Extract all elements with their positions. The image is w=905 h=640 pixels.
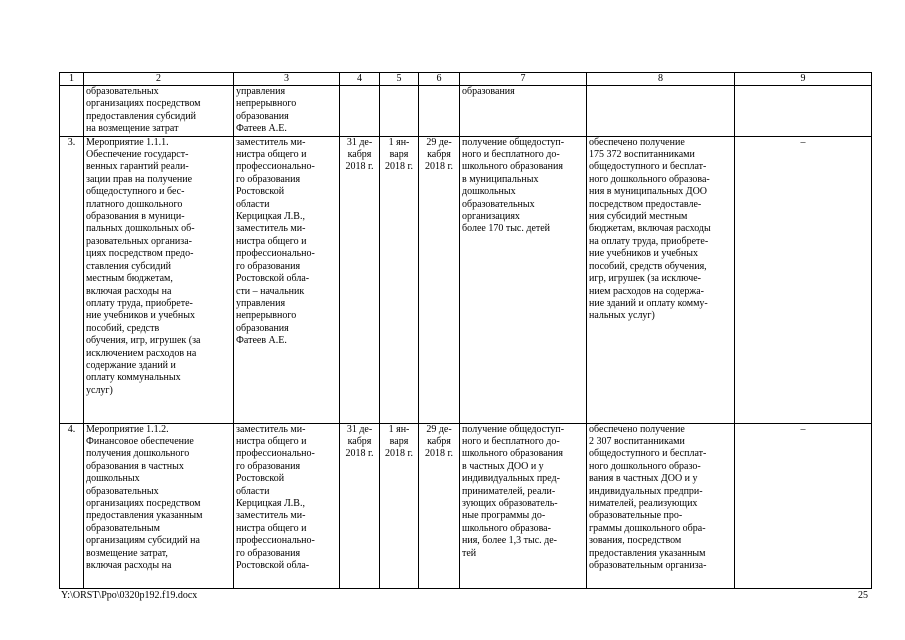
text-line: местным бюджетам, [86, 273, 173, 285]
page-number: 25 [858, 590, 868, 601]
text-line: включая расходы на [86, 560, 172, 572]
text-line: граммы дошкольного обра- [589, 522, 706, 534]
text-line: кабря [347, 149, 372, 161]
text-line: общедоступного и бесплат- [589, 448, 707, 460]
planned-result-cell [460, 136, 587, 423]
reasons-cell: – [735, 423, 872, 588]
text-line: получения дошкольного [86, 448, 190, 460]
text-line: 2018 г. [345, 448, 374, 460]
text-line: 1 ян- [388, 423, 410, 435]
text-line: предоставления указанным [589, 547, 706, 559]
text-line: предоставления субсидий [86, 110, 197, 122]
text-line: предоставления указанным [86, 510, 203, 522]
text-line: 31 де- [346, 423, 373, 435]
text-line: получение общедоступ- [462, 423, 565, 435]
text-line: образования [236, 110, 289, 122]
text-line: го образования [236, 547, 301, 559]
actual-result-cell [587, 86, 735, 137]
text-line: управления [236, 297, 286, 309]
column-number: 4 [340, 73, 380, 86]
text-line: 175 372 воспитанниками [589, 149, 695, 161]
text-line: области [236, 198, 270, 210]
text-line: профессионально- [236, 161, 315, 173]
text-line: Мероприятие 1.1.2. [86, 423, 169, 435]
text-line: образования [236, 322, 289, 334]
text-line: услуг) [86, 384, 113, 396]
actual-start-date-cell [380, 423, 419, 588]
text-line: организациях [462, 211, 520, 223]
text-line: организациях посредством [86, 98, 201, 110]
text-line: варя [389, 149, 409, 161]
text-line: исключением расходов на [86, 347, 197, 359]
text-line: кабря [347, 436, 372, 448]
text-line: заместитель ми- [236, 423, 306, 435]
text-line: 1 ян- [388, 136, 410, 148]
text-line: обеспечено получение [589, 423, 685, 435]
text-line: нимателей, реализующих [589, 498, 698, 510]
event-description-cell [84, 136, 234, 423]
text-line: управления [236, 86, 286, 97]
text-line: ние учебников и учебных [589, 248, 698, 260]
text-line: ного дошкольного образо- [589, 460, 701, 472]
text-line: го образования [236, 260, 301, 272]
table-row [60, 136, 872, 423]
text-line: венных гарантий реали- [86, 161, 189, 173]
text-line: 31 де- [346, 136, 373, 148]
text-line: пособий, средств обучения, [589, 260, 707, 272]
text-line: Мероприятие 1.1.1. [86, 136, 169, 148]
column-number: 1 [60, 73, 84, 86]
text-line: циях посредством предо- [86, 248, 194, 260]
text-line: Ростовской [236, 186, 285, 198]
text-line: кабря [427, 149, 451, 161]
text-line: принимателей, реали- [462, 485, 556, 497]
text-line: в частных ДОО и у [462, 460, 544, 472]
text-line: пособий, средств [86, 322, 160, 334]
text-line: Керцицкая Л.В., [236, 498, 305, 510]
text-line: профессионально- [236, 535, 315, 547]
text-line: индивидуальных предпри- [589, 485, 703, 497]
text-line: тей [462, 547, 477, 559]
text-line: Финансовое обеспечение [86, 436, 194, 448]
text-line: Ростовской обла- [236, 273, 310, 285]
text-line: зующих образователь- [462, 498, 558, 510]
text-line: школьного образова- [462, 522, 551, 534]
text-line: непрерывного [236, 310, 297, 322]
file-path: Y:\ORST\Ppo\0320p192.f19.docx [61, 590, 198, 601]
row-number: 3. [60, 136, 84, 423]
text-line: общедоступного и бес- [86, 186, 185, 198]
text-line: варя [389, 436, 409, 448]
text-line: получение общедоступ- [462, 136, 565, 148]
text-line: образования [462, 86, 515, 97]
text-line: школьного образования [462, 448, 563, 460]
actual-result-cell [587, 136, 735, 423]
text-line: ного и бесплатного до- [462, 436, 560, 448]
column-number-row [60, 73, 872, 86]
text-line: ного дошкольного образова- [589, 173, 710, 185]
responsible-cell [234, 86, 340, 137]
text-line: оплату коммунальных [86, 372, 181, 384]
column-number: 6 [419, 73, 460, 86]
planned-end-date-cell [340, 86, 380, 137]
text-line: 2 307 воспитанниками [589, 436, 685, 448]
text-line: включая расходы на [86, 285, 172, 297]
text-line: 2018 г. [425, 448, 453, 460]
text-line: го образования [236, 173, 301, 185]
text-line: профессионально- [236, 248, 315, 260]
text-line: содержание зданий и [86, 359, 176, 371]
text-line: организациях посредством [86, 498, 201, 510]
text-line: возмещение затрат, [86, 547, 168, 559]
planned-end-date-cell [340, 136, 380, 423]
text-line: образовательные про- [589, 510, 683, 522]
text-line: в муниципальных [462, 173, 539, 185]
text-line: образования в частных [86, 460, 184, 472]
text-line: 2018 г. [385, 448, 413, 460]
text-line: нистра общего и [236, 149, 307, 161]
text-line: образовательных [86, 86, 159, 97]
text-line: нистра общего и [236, 522, 307, 534]
text-line: 29 де- [426, 136, 452, 148]
text-line: нистра общего и [236, 436, 307, 448]
text-line: Фатеев А.Е. [236, 335, 287, 347]
planned-result-cell [460, 423, 587, 588]
actual-start-date-cell [380, 86, 419, 137]
text-line: сти – начальник [236, 285, 305, 297]
text-line: организациям субсидий на [86, 535, 200, 547]
text-line: зования, посредством [589, 535, 682, 547]
text-line: го образования [236, 460, 301, 472]
text-line: индивидуальных пред- [462, 473, 560, 485]
text-line: общедоступного и бесплат- [589, 161, 707, 173]
text-line: ставления субсидий [86, 260, 172, 272]
text-line: заместитель ми- [236, 223, 306, 235]
text-line: Обеспечение государст- [86, 149, 189, 161]
text-line: кабря [427, 436, 451, 448]
text-line: области [236, 485, 270, 497]
planned-result-cell [460, 86, 587, 137]
text-line: обеспечено получение [589, 136, 685, 148]
planned-end-date-cell [340, 423, 380, 588]
row-number-cell [60, 86, 84, 137]
text-line: образовательным [86, 522, 160, 534]
text-line: бюджетам, включая расходы [589, 223, 711, 235]
table-row-continued [60, 86, 872, 137]
text-line: оплату труда, приобрете- [86, 297, 193, 309]
text-line: ние учебников и учебных [86, 310, 195, 322]
text-line: нистра общего и [236, 235, 307, 247]
text-line: игр, игрушек (за исключе- [589, 273, 702, 285]
text-line: Фатеев А.Е. [236, 123, 287, 135]
text-line: образовательных [86, 485, 159, 497]
text-line: 2018 г. [425, 161, 453, 173]
text-line: ные программы до- [462, 510, 546, 522]
text-line: Ростовской [236, 473, 285, 485]
text-line: непрерывного [236, 98, 297, 110]
actual-end-date-cell [419, 423, 460, 588]
text-line: платного дошкольного [86, 198, 183, 210]
text-line: образовательным организа- [589, 560, 707, 572]
column-number: 5 [380, 73, 419, 86]
text-line: обучения, игр, игрушек (за [86, 335, 201, 347]
table-row [60, 423, 872, 588]
event-description-cell [84, 86, 234, 137]
actual-end-date-cell [419, 136, 460, 423]
text-line: ния, более 1,3 тыс. де- [462, 535, 558, 547]
text-line: ния субсидий местным [589, 211, 688, 223]
text-line: 2018 г. [385, 161, 413, 173]
text-line: на оплату труда, приобрете- [589, 235, 709, 247]
text-line: заместитель ми- [236, 510, 306, 522]
actual-result-cell [587, 423, 735, 588]
text-line: пальных дошкольных об- [86, 223, 195, 235]
text-line: вания в частных ДОО и у [589, 473, 698, 485]
reasons-cell [735, 86, 872, 137]
responsible-cell [234, 136, 340, 423]
column-number: 3 [234, 73, 340, 86]
text-line: зации прав на получение [86, 173, 193, 185]
text-line: заместитель ми- [236, 136, 306, 148]
text-line: на возмещение затрат [86, 123, 179, 135]
text-line: профессионально- [236, 448, 315, 460]
text-line: Ростовской обла- [236, 560, 310, 572]
plan-table [59, 72, 872, 589]
text-line: Керцицкая Л.В., [236, 211, 305, 223]
column-number: 7 [460, 73, 587, 86]
text-line: дошкольных [462, 186, 516, 198]
responsible-cell [234, 423, 340, 588]
text-line: ния в муниципальных ДОО [589, 186, 708, 198]
actual-start-date-cell [380, 136, 419, 423]
text-line: 29 де- [426, 423, 452, 435]
text-line: ного и бесплатного до- [462, 149, 560, 161]
text-line: разовательных организа- [86, 235, 192, 247]
reasons-cell: – [735, 136, 872, 423]
event-description-cell [84, 423, 234, 588]
text-line: более 170 тыс. детей [462, 223, 551, 235]
text-line: нием расходов на содержа- [589, 285, 704, 297]
column-number: 8 [587, 73, 735, 86]
text-line: ние зданий и оплату комму- [589, 297, 708, 309]
row-number: 4. [60, 423, 84, 588]
column-number: 2 [84, 73, 234, 86]
text-line: дошкольных [86, 473, 140, 485]
text-line: образования в муници- [86, 211, 185, 223]
actual-end-date-cell [419, 86, 460, 137]
text-line: нальных услуг) [589, 310, 655, 322]
text-line: посредством предоставле- [589, 198, 702, 210]
text-line: образовательных [462, 198, 535, 210]
column-number: 9 [735, 73, 872, 86]
text-line: 2018 г. [345, 161, 374, 173]
text-line: школьного образования [462, 161, 563, 173]
